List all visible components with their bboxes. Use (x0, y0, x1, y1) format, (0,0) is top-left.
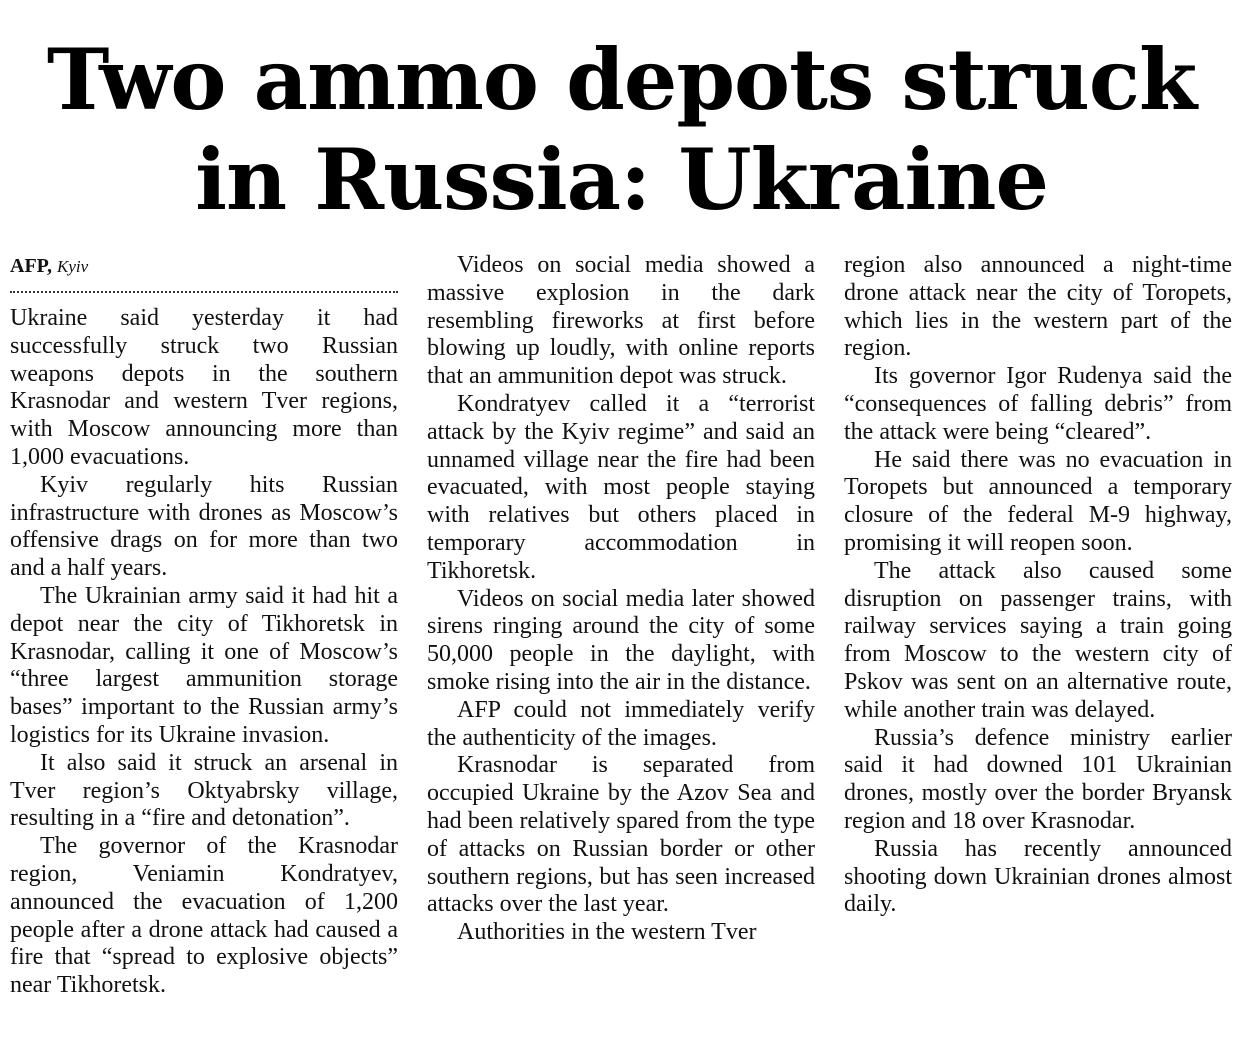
article-paragraph: He said there was no evacuation in Toropets but announced a temporary closure of the federal M-9 highway, promising it will reopen soon. (844, 446, 1232, 556)
article-paragraph: Krasnodar is separated from occupied Ukraine by the Azov Sea and had been relatively spared from the type of attacks on Russian border or other southern regions, but has seen increased attacks over the last year. (427, 752, 815, 918)
article-paragraph: Kondratyev called it a “terrorist attack by the Kyiv regime” and said an unnamed village near the fire had been evacuated, with most people staying with relatives but others placed in temporary accommodation in Tikhoretsk. (427, 390, 815, 584)
article-paragraph: Videos on social media later showed sirens ringing around the city of some 50,000 people in the daylight, with smoke rising into the air in the distance. (427, 585, 815, 695)
headline (0, 30, 1243, 230)
headline-line-2: in Russia: Ukraine (195, 130, 1048, 229)
article-paragraph: The attack also caused some disruption on passenger trains, with railway services saying a train going from Moscow to the western city of Pskov was sent on an alternative route, while another train was delayed. (844, 557, 1232, 723)
article-column-1 (10, 252, 398, 1000)
article-paragraph: It also said it struck an arsenal in Tver region’s Oktyabrsky village, resulting in a “fire and detonation”. (10, 749, 398, 832)
article-column-3 (844, 252, 1232, 919)
headline-line-1: Two ammo depots struck (46, 30, 1197, 129)
article-paragraph: Kyiv regularly hits Russian infrastructure with drones as Moscow’s offensive drags on for more than two and a half years. (10, 471, 398, 582)
article-paragraph: Russia has recently announced shooting down Ukrainian drones almost daily. (844, 835, 1232, 918)
article-paragraph: The Ukrainian army said it had hit a depot near the city of Tikhoretsk in Krasnodar, calling it one of Moscow’s “three largest ammunition storage bases” important to the Russian army’s logistics for its Ukraine invasion. (10, 582, 398, 748)
article-paragraph: Russia’s defence ministry earlier said it had downed 101 Ukrainian drones, mostly over the border Bryansk region and 18 over Krasnodar. (844, 724, 1232, 834)
article-paragraph: Its governor Igor Rudenya said the “consequences of falling debris” from the attack were being “cleared”. (844, 363, 1232, 445)
article-column-2 (427, 252, 815, 947)
article-paragraph: Ukraine said yesterday it had successfully struck two Russian weapons depots in the southern Krasnodar and western Tver regions, with Moscow announcing more than 1,000 evacuations. (10, 305, 398, 470)
article-paragraph: The governor of the Krasnodar region, Veniamin Kondratyev, announced the evacuation of 1,200 people after a drone attack had caused a fire that “spread to explosive objects” near Tikhoretsk. (10, 833, 398, 999)
article-paragraph: AFP could not immediately verify the authenticity of the images. (427, 696, 815, 751)
byline-agency: AFP, (10, 255, 53, 277)
byline-place: Kyiv (57, 257, 89, 276)
dotted-divider (10, 291, 398, 293)
article-paragraph: Videos on social media showed a massive explosion in the dark resembling fireworks at first before blowing up loudly, with online reports that an ammunition depot was struck. (427, 252, 815, 390)
byline (10, 252, 398, 281)
article-paragraph: region also announced a night-time drone attack near the city of Toropets, which lies in the western part of the region. (844, 252, 1232, 362)
article-paragraph: Authorities in the western Tver (457, 919, 757, 946)
